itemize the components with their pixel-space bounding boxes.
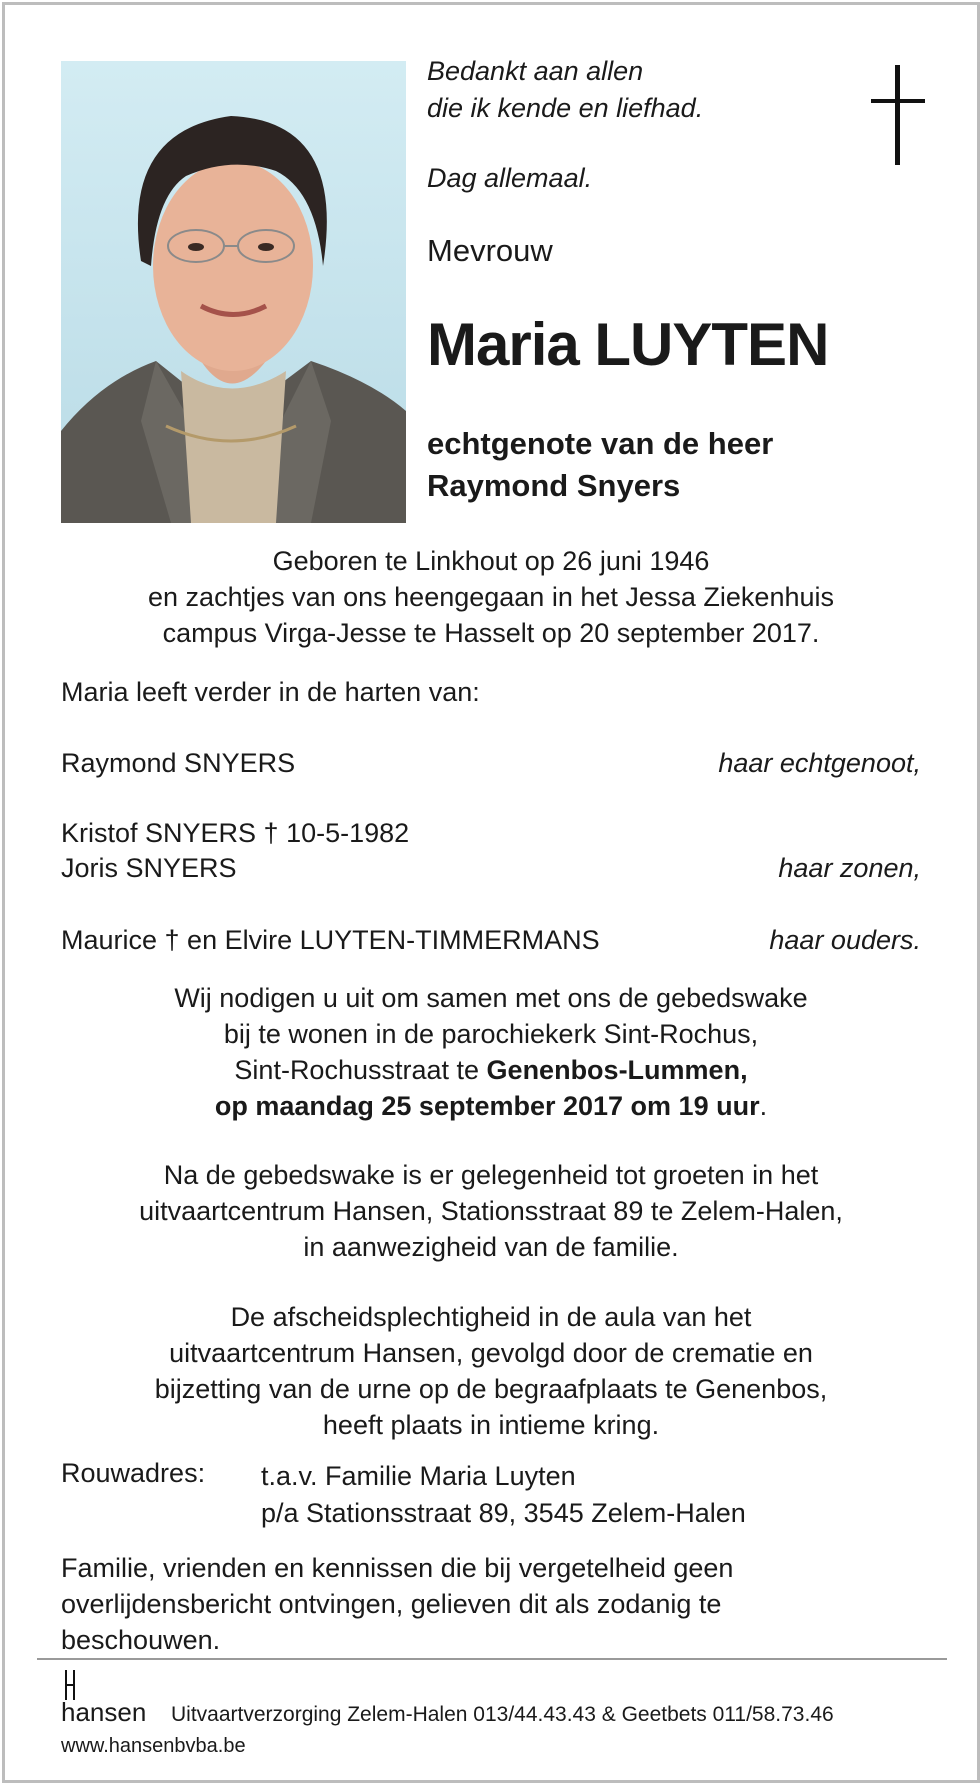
quote-line-2: die ik kende en liefhad. xyxy=(427,93,704,123)
brand-name: hansen xyxy=(61,1697,147,1727)
cross-icon xyxy=(871,65,925,165)
website-link[interactable]: www.hansenbvba.be xyxy=(61,1735,246,1757)
ceremony-line-2: uitvaartcentrum Hansen, gevolgd door de crematie en xyxy=(169,1338,813,1368)
wake-line-3-plain: Sint-Rochusstraat te xyxy=(234,1055,487,1085)
husband-role: haar echtgenoot, xyxy=(718,748,921,778)
wake-info xyxy=(5,980,977,1124)
survived-intro: Maria leeft verder in de harten van: xyxy=(61,677,480,707)
parents-name: Maurice † en Elvire LUYTEN-TIMMERMANS xyxy=(61,925,600,955)
spouse-line-1: echtgenote van de heer xyxy=(427,426,774,461)
son-1: Kristof SNYERS † 10-5-1982 xyxy=(61,818,410,848)
closing-line-2: overlijdensbericht ontvingen, gelieven dit als zodanig te xyxy=(61,1589,722,1619)
quote-line-3: Dag allemaal. xyxy=(427,163,593,193)
ceremony-info xyxy=(5,1299,977,1443)
parents-role: haar ouders. xyxy=(769,925,921,955)
greeting-info xyxy=(5,1157,977,1265)
funeral-home-info: Uitvaartverzorging Zelem-Halen 013/44.43.43 & Geetbets 011/58.73.46 xyxy=(171,1703,834,1726)
wake-line-4-end: . xyxy=(759,1091,768,1121)
sons-role: haar zonen, xyxy=(778,853,921,883)
wake-line-1: Wij nodigen u uit om samen met ons de gebedswake xyxy=(174,983,808,1013)
address-line-2: p/a Stationsstraat 89, 3545 Zelem-Halen xyxy=(261,1498,746,1528)
mourning-address xyxy=(261,1458,746,1532)
husband-name: Raymond SNYERS xyxy=(61,748,296,778)
birth-death-info xyxy=(5,543,977,651)
closing-note xyxy=(61,1550,861,1658)
wake-line-3 xyxy=(5,1052,977,1088)
ceremony-line-3: bijzetting van de urne op de begraafplaats te Genenbos, xyxy=(154,1374,828,1404)
greeting-line-1: Na de gebedswake is er gelegenheid tot groeten in het xyxy=(163,1160,819,1190)
wake-datetime: op maandag 25 september 2017 om 19 uur xyxy=(214,1091,760,1121)
obituary-card xyxy=(2,2,980,1783)
portrait-photo xyxy=(61,61,406,523)
wake-line-2: bij te wonen in de parochiekerk Sint-Rochus, xyxy=(223,1019,759,1049)
birth-line-2: en zachtjes van ons heengegaan in het Jessa Ziekenhuis xyxy=(148,582,834,612)
ceremony-line-1: De afscheidsplechtigheid in de aula van het xyxy=(230,1302,752,1332)
greeting-line-2: uitvaartcentrum Hansen, Stationsstraat 89 te Zelem-Halen, xyxy=(139,1196,843,1226)
birth-line-1: Geboren te Linkhout op 26 juni 1946 xyxy=(272,546,710,576)
ceremony-line-4: heeft plaats in intieme kring. xyxy=(322,1410,660,1440)
footer-divider xyxy=(37,1658,947,1660)
son-2: Joris SNYERS xyxy=(61,853,237,883)
closing-line-3: beschouwen. xyxy=(61,1625,221,1655)
spouse-line-2: Raymond Snyers xyxy=(427,468,681,503)
address-line-1: t.a.v. Familie Maria Luyten xyxy=(261,1461,576,1491)
birth-line-3: campus Virga-Jesse te Hasselt op 20 september 2017. xyxy=(162,618,820,648)
closing-line-1: Familie, vrienden en kennissen die bij vergetelheid geen xyxy=(61,1553,734,1583)
wake-line-4 xyxy=(5,1088,977,1124)
address-label: Rouwadres: xyxy=(61,1458,206,1488)
deceased-name: Maria LUYTEN xyxy=(427,311,829,378)
wake-location: Genenbos-Lummen, xyxy=(486,1055,748,1085)
spouse-info xyxy=(427,423,773,507)
title-prefix: Mevrouw xyxy=(427,233,553,268)
greeting-line-3: in aanwezigheid van de familie. xyxy=(303,1232,679,1262)
quote-line-1: Bedankt aan allen xyxy=(427,56,644,86)
